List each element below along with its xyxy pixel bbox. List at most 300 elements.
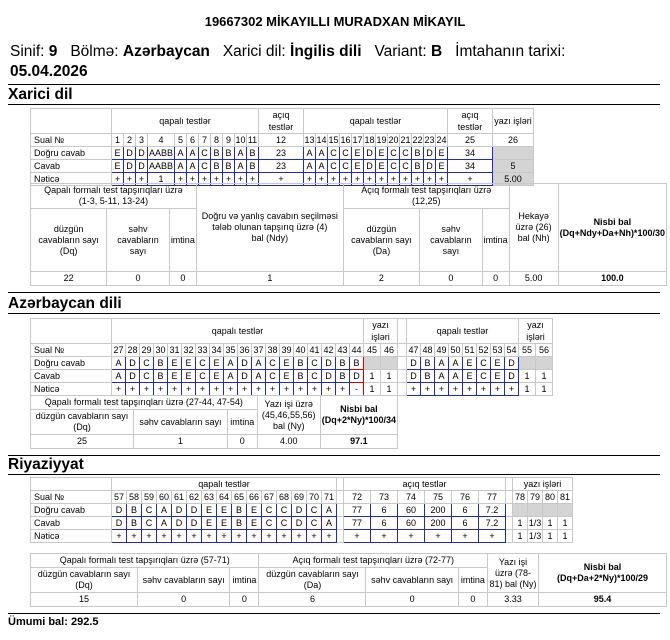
answer-cell: E [168,357,182,370]
answer-cell: B [154,357,168,370]
answer-cell: D [172,517,187,530]
cell [398,344,407,357]
answer-cell: 29 [141,345,152,355]
row-label: Nəticə [31,383,112,396]
answer-cell: 200 [425,504,452,517]
answer-cell: D [322,370,336,383]
answer-cell: AABB [148,148,173,158]
answer-cell: + [136,173,148,186]
answer-cell: + [424,173,436,186]
answer-cell: E [491,357,505,370]
written-cell: 1 [558,530,573,543]
answer-cell: B [294,370,308,383]
written-cell: 1 [536,383,553,396]
answer-cell: A [175,147,187,160]
answer-cell: + [247,173,259,186]
answer-cell: 71 [322,491,337,504]
cell [31,109,112,134]
answer-cell: 20 [388,135,399,145]
answer-cell: 30 [155,345,166,355]
written-cell: 1 [519,370,536,383]
answer-cell: D [424,147,436,160]
answer-cell: + [112,173,124,186]
answer-cell: E [168,370,182,383]
group-header: yazı işləri [519,319,553,344]
answer-cell: D [292,504,307,517]
row-label: Nəticə [31,173,112,186]
answer-cell: + [448,173,493,186]
answer-cell: E [376,160,388,173]
answer-cell: 1 [148,173,175,186]
answer-cell: 34 [448,160,493,173]
written-cell: 1 [558,517,573,530]
answer-cell: C [277,504,292,517]
answer-cell: B [412,160,424,173]
cell [31,478,112,491]
header-row [31,319,553,344]
answer-cell: C [340,147,352,160]
answer-cell: + [364,173,376,186]
answer-cell: + [322,530,337,543]
exam-info: Sinif: 9 Bölmə: Azərbaycan Xarici dil: İngilis dili Variant: B İmtahanın tarixi: 05.04.2026 [10,43,566,80]
answer-cell: + [280,383,294,396]
answer-cell: 39 [281,345,292,355]
answer-cell: 54 [506,345,517,355]
exam-date: 05.04.2026 [10,63,88,80]
answer-cell: E [352,147,364,160]
answer-cell: 69 [292,491,307,504]
answer-cell: 50 [450,345,461,355]
written-cell [381,357,398,370]
answer-cell: + [491,383,505,396]
summary-value: 0 [420,272,483,286]
answer-cell: + [175,173,187,186]
answer-cell: 34 [448,147,493,160]
answer-cell: + [452,530,479,543]
answer-cell: 67 [262,491,277,504]
cell [398,370,407,383]
cell [506,491,513,504]
answer-cell: C [477,357,491,370]
answer-cell: + [307,530,322,543]
cell [506,504,513,517]
answer-cell: C [142,517,157,530]
answer-cell: A [316,160,328,173]
answer-cell: D [292,517,307,530]
cell [337,478,344,491]
az-summary-table: Qapalı formalı test tapşırıqları üzrə (27-44, 47-54) Yazı işi üzrə (45,46,55,56) bal (Ny) Nisbi bal (Dq+2*Ny)*100/34 düzgün cavabların sayı (Dq) səhv cavabların sayı imtina 25 1 0 4.00 97.1 [30,395,398,449]
answer-cell: A [235,147,247,160]
answer-cell: + [398,530,425,543]
written-cell [364,357,381,370]
divider [8,313,660,314]
table-row [31,134,534,147]
answer-cell: + [224,383,238,396]
answer-cell: 64 [217,491,232,504]
answer-cell: 49 [436,345,447,355]
answer-cell: C [277,517,292,530]
answer-cell: + [140,383,154,396]
answer-cell: + [388,173,400,186]
written-cell [543,504,558,517]
answer-cell: 6 [371,517,398,530]
table-row [31,504,573,517]
answer-cell: D [124,147,136,160]
answer-cell: B [421,357,435,370]
summary-value: 6 [259,593,366,607]
group-header: açıq testlər [344,478,506,491]
answer-cell: 44 [351,345,362,355]
answer-cell: 32 [183,345,194,355]
answer-cell: A [322,504,337,517]
answer-cell: 76 [452,491,479,504]
answer-cell: B [412,147,424,160]
table-row [31,147,534,160]
answer-cell: + [262,530,277,543]
answer-cell: 35 [225,345,236,355]
answer-cell: B [294,357,308,370]
answer-cell: + [304,173,316,186]
answer-cell: D [322,357,336,370]
cell [506,478,513,491]
answer-cell: 3 [136,134,148,147]
divider [8,474,660,475]
answer-cell: 6 [371,504,398,517]
written-cell: 80 [543,491,558,504]
answer-cell: C [199,160,211,173]
answer-cell: 10 [235,135,246,145]
answer-cell: B [211,160,223,173]
answer-cell: 17 [352,135,363,145]
answer-cell: E [217,517,232,530]
answer-cell: A [449,370,463,383]
answer-cell: 9 [223,134,235,147]
answer-cell: 75 [425,491,452,504]
answer-cell: 31 [169,345,180,355]
answer-cell: + [168,383,182,396]
summary-value: 0 [227,435,257,449]
answer-cell: B [127,504,142,517]
answer-cell: 1 [112,134,124,147]
answer-cell: D [238,357,252,370]
answer-cell: A [224,370,238,383]
student-title: 19667302 MİKAYILLI MURADXAN MİKAYIL [204,14,466,29]
answer-cell: + [142,530,157,543]
answer-cell: A [112,370,126,383]
answer-cell: C [400,147,412,160]
answer-cell: 47 [408,345,419,355]
answer-cell: + [252,383,266,396]
answer-cell: + [425,530,452,543]
answer-cell: + [328,173,340,186]
answer-cell: C [142,504,157,517]
written-cell [519,357,536,370]
summary-value: 0 [169,272,196,286]
answer-cell: 66 [247,491,262,504]
answer-cell: + [211,173,223,186]
summary-value: 0 [482,272,509,286]
answer-cell: D [112,517,127,530]
answer-cell: B [154,370,168,383]
answer-cell: A [157,504,172,517]
written-cell: 1 [536,370,553,383]
answer-cell: A [252,357,266,370]
answer-cell: C [199,147,211,160]
answer-cell: 74 [398,491,425,504]
written-cell: 1/3 [528,531,542,541]
answer-cell: B [232,504,247,517]
answer-cell: 43 [337,345,348,355]
answer-cell: D [187,504,202,517]
answer-cell: 24 [436,135,447,145]
answer-cell: + [187,530,202,543]
section-title-xarici: Xarici dil [8,86,73,103]
cell [337,504,344,517]
answer-cell: AABB [148,161,173,171]
written-cell [536,357,553,370]
answer-cell: + [277,530,292,543]
table-row [31,160,534,173]
answer-cell: 26 [493,134,534,147]
answer-cell: 37 [253,345,264,355]
answer-cell: 21 [400,135,411,145]
answer-cell: + [157,530,172,543]
summary-value: 1 [196,272,343,286]
answer-cell: A [157,517,172,530]
az-answers-table [30,318,553,396]
answer-cell: + [336,383,350,396]
answer-cell: 5 [175,134,187,147]
answer-cell: + [400,173,412,186]
written-cell: 1/3 [528,518,542,528]
answer-cell: A [175,160,187,173]
answer-cell: A [235,160,247,173]
answer-cell [493,147,534,160]
answer-cell: A [187,147,199,160]
summary-value: 0 [107,272,170,286]
answer-cell: 28 [127,345,138,355]
answer-cell: + [463,383,477,396]
answer-cell: C [328,147,340,160]
answer-cell: 6 [187,134,199,147]
answer-cell: C [140,370,154,383]
summary-value: 0 [458,593,487,607]
answer-cell: 48 [422,345,433,355]
answer-cell: D [126,370,140,383]
answer-cell: D [172,504,187,517]
table-row [31,491,573,504]
answer-cell: C [307,504,322,517]
riy-summary-table: Qapalı formalı test tapşırıqları üzrə (57-71) Açıq formalı test tapşırıqları üzrə (72-77) Yazı işi üzrə (78-81) bal (Ny) Nisbi bal (Dq+Da+2*Ny)*100/29 düzgün cavabların sayı (Dq) səhv cavabların sayı imtina düzgün cavabların sayı (Da) səhv cavabların sayı imtina 15 0 0 6 0 0 3.33 95.4 [30,553,667,607]
answer-cell: 16 [340,135,351,145]
answer-cell: 25 [448,134,493,147]
written-cell: 78 [513,491,528,504]
written-cell: 79 [528,491,543,504]
answer-cell: C [307,517,322,530]
cell [398,383,407,396]
answer-cell: B [421,370,435,383]
answer-cell: C [308,357,322,370]
summary-value: 22 [31,272,107,286]
answer-cell: D [364,147,376,160]
answer-cell: 61 [172,491,187,504]
answer-cell: 7.2 [479,517,506,530]
answer-cell: 7.2 [479,504,506,517]
answer-cell: E [202,517,217,530]
summary-value: 5.00 [509,272,558,286]
answer-cell: + [223,173,235,186]
answer-cell: E [112,147,124,160]
answer-cell: 57 [112,491,127,504]
divider [8,292,660,293]
answer-cell: 53 [492,345,503,355]
answer-cell: E [210,370,224,383]
xarici-answers-table [30,108,534,186]
total-score: Ümumi bal: 292.5 [8,616,99,628]
answer-cell: + [232,530,247,543]
answer-cell: + [187,173,199,186]
answer-cell: + [112,530,127,543]
answer-cell: 12 [259,134,304,147]
group-header: yazı işləri [364,319,398,344]
answer-cell: 23 [259,160,304,173]
group-header: qapalı testlər [112,109,259,134]
answer-cell: 200 [425,517,452,530]
answer-cell: D [407,357,421,370]
answer-cell: E [280,370,294,383]
answer-cell: 38 [267,345,278,355]
answer-cell: 33 [197,345,208,355]
answer-cell: E [463,370,477,383]
answer-cell: + [294,383,308,396]
answer-cell: 22 [412,135,423,145]
answer-cell: C [196,370,210,383]
summary-value: 100.0 [558,272,666,286]
written-cell: 1 [543,530,558,543]
answer-cell: + [352,173,364,186]
answer-cell: + [436,173,448,186]
answer-cell: B [247,147,259,160]
answer-cell: 58 [127,491,142,504]
answer-cell: D [136,160,148,173]
table-row [31,357,553,370]
answer-cell: E [202,504,217,517]
row-label: Nəticə [31,530,112,543]
written-cell: 45 [364,344,381,357]
answer-cell: A [322,517,337,530]
answer-cell: E [217,504,232,517]
row-label: Sual № [31,134,112,147]
answer-cell: 7 [199,134,211,147]
cell [398,357,407,370]
written-cell [558,504,573,517]
table-row [31,344,553,357]
answer-cell: + [308,383,322,396]
row-label: Sual № [31,344,112,357]
answer-cell: + [182,383,196,396]
answer-cell: C [400,160,412,173]
group-header: qapalı testlər [407,319,519,344]
group-header: açıq testlər [259,109,304,134]
cell [506,530,513,543]
row-label: Doğru cavab [31,357,112,370]
answer-cell: B [336,357,350,370]
answer-cell: 14 [316,135,327,145]
summary-value: 95.4 [539,593,667,607]
answer-cell: E [352,160,364,173]
answer-cell: + [126,383,140,396]
cell [506,517,513,530]
answer-cell: E [182,357,196,370]
answer-cell: + [449,383,463,396]
row-label: Doğru cavab [31,147,112,160]
answer-cell: E [280,357,294,370]
answer-cell: 60 [398,504,425,517]
answer-cell: 77 [344,504,371,517]
divider [8,455,660,456]
riy-answers-table [30,477,573,543]
answer-cell: E [210,357,224,370]
answer-cell: 77 [344,517,371,530]
answer-cell: + [127,530,142,543]
answer-cell: A [435,357,449,370]
written-cell: 1 [381,383,398,396]
answer-cell: + [407,383,421,396]
answer-cell: 60 [157,491,172,504]
header-row [31,109,534,134]
answer-cell: + [344,530,371,543]
summary-value: 0 [230,593,259,607]
written-cell: 1 [513,530,528,543]
answer-cell: C [328,160,340,173]
answer-cell: 41 [309,345,320,355]
answer-cell: B [232,517,247,530]
written-cell: 1 [364,370,381,383]
answer-cell: 2 [124,134,136,147]
answer-cell: 34 [211,345,222,355]
answer-cell: A [435,370,449,383]
answer-cell: + [292,530,307,543]
summary-value: 1 [134,435,228,449]
answer-cell: + [412,173,424,186]
answer-cell: 65 [232,491,247,504]
answer-cell: 6 [452,504,479,517]
answer-cell: 60 [398,517,425,530]
answer-cell: + [435,383,449,396]
answer-cell: E [376,147,388,160]
answer-cell: D [124,160,136,173]
answer-cell: B [350,357,364,370]
answer-cell: B [211,147,223,160]
answer-cell: + [112,383,126,396]
cell [31,319,112,344]
answer-cell: B [223,147,235,160]
row-label: Cavab [31,517,112,530]
header-row [31,478,573,491]
answer-cell: 5.00 [493,173,534,186]
answer-cell: + [238,383,252,396]
cell [337,491,344,504]
section-title-riy: Riyaziyyat [8,456,84,473]
answer-cell: B [336,370,350,383]
group-header: yazı işləri [493,109,534,134]
answer-cell: C [262,517,277,530]
answer-cell: D [505,357,519,370]
answer-cell: 77 [479,491,506,504]
answer-cell: 4 [148,134,175,147]
answer-cell: 19 [376,135,387,145]
answer-cell: + [421,383,435,396]
